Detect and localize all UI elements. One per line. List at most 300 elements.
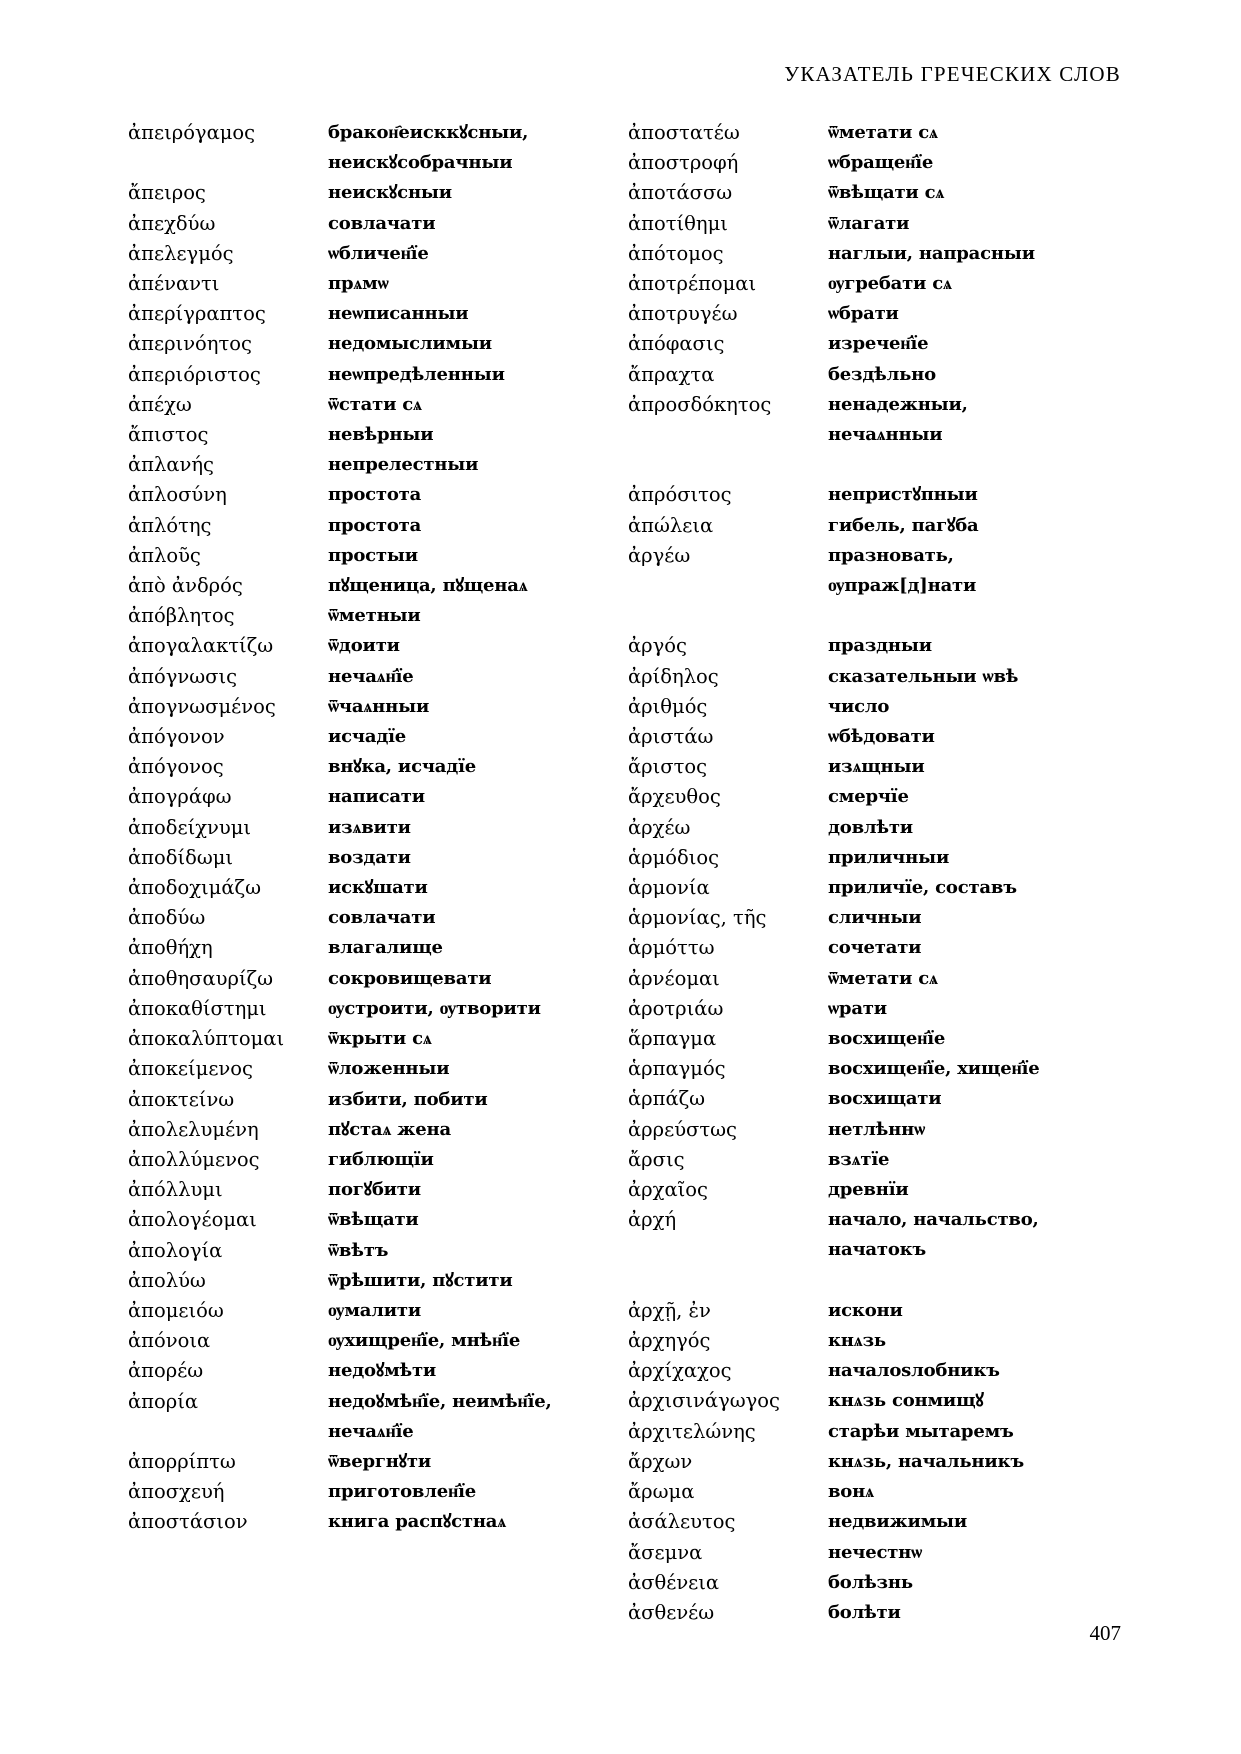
entry-headword: ἀποκαθίστημι	[128, 996, 267, 1020]
entry-gloss-line: сличныи	[828, 907, 922, 929]
entry-headword: ἄπειρος	[128, 181, 206, 205]
index-entry	[128, 209, 628, 239]
index-entry	[128, 933, 628, 963]
index-entry	[128, 752, 628, 782]
entry-headword: ἀρχέω	[628, 815, 691, 839]
entry-headword: ἀπορία	[128, 1389, 199, 1413]
entry-gloss-line: нечестнѡ	[828, 1541, 923, 1563]
entry-gloss	[828, 1477, 1128, 1507]
entry-headword: ἀπόγονον	[128, 725, 225, 749]
entry-headword: ἁρπάζω	[628, 1087, 706, 1111]
entry-gloss	[828, 1447, 1128, 1477]
entry-gloss	[328, 450, 628, 480]
entry-gloss-line: сокровищевати	[328, 967, 492, 989]
entry-gloss-line: ѹстроити, ѹтворити	[328, 997, 541, 1019]
entry-gloss	[828, 933, 1128, 963]
index-entry	[628, 299, 1128, 329]
index-entry	[128, 873, 628, 903]
entry-headword: ἀπορρίπτω	[128, 1449, 236, 1473]
entry-headword: ἀργός	[628, 634, 687, 658]
entry-headword: ἀποστροφή	[628, 151, 739, 175]
index-entry	[628, 1417, 1128, 1447]
entry-gloss	[328, 1175, 628, 1205]
entry-gloss-line: ѹгребати сѧ	[828, 273, 952, 295]
entry-gloss	[828, 1386, 1128, 1416]
index-entry	[628, 843, 1128, 873]
index-entry	[628, 903, 1128, 933]
entry-gloss-line: ѡбрати	[828, 303, 899, 325]
entry-gloss	[828, 1054, 1128, 1084]
index-entry	[628, 1568, 1128, 1598]
index-entry	[628, 813, 1128, 843]
entry-gloss	[328, 360, 628, 390]
entry-headword: ἄρχευθος	[628, 785, 721, 809]
index-entry	[128, 269, 628, 299]
entry-gloss	[328, 541, 628, 571]
entry-gloss	[828, 1024, 1128, 1054]
index-entry	[128, 994, 628, 1024]
index-entry	[128, 1296, 628, 1326]
entry-gloss-line: простота	[328, 514, 422, 536]
entry-gloss-line: болѣти	[828, 1601, 901, 1623]
entry-headword: ἀσθενέω	[628, 1600, 715, 1624]
entry-headword: ἀπλοῦς	[128, 543, 201, 567]
entry-gloss-line: ѡбѣдовати	[828, 726, 935, 748]
entry-gloss	[828, 903, 1128, 933]
index-entry	[128, 692, 628, 722]
entry-headword: ἄρχων	[628, 1449, 693, 1473]
entry-gloss-line: ѹпраж[д]нати	[828, 575, 977, 597]
index-entry	[628, 1598, 1128, 1628]
index-entry	[628, 631, 1128, 661]
entry-headword: ἀποτρέπομαι	[628, 272, 757, 296]
entry-headword: ἀρχισινάγωγος	[628, 1389, 780, 1413]
index-entry	[128, 1326, 628, 1356]
index-entry	[128, 722, 628, 752]
entry-gloss-line: нетлѣннѡ	[828, 1118, 926, 1140]
entry-gloss-line: ѿлагати	[828, 212, 910, 234]
entry-headword: ἀπόφασις	[628, 332, 725, 356]
entry-gloss	[328, 209, 628, 239]
entry-gloss-line: недоꙋмѣти	[328, 1360, 437, 1382]
entry-headword: ἁρπαγμός	[628, 1057, 726, 1081]
index-entry	[628, 178, 1128, 208]
index-entry	[128, 1477, 628, 1507]
entry-headword: ἀποκείμενος	[128, 1057, 253, 1081]
index-entry	[128, 541, 628, 571]
entry-gloss-line: недвижимыи	[828, 1511, 968, 1533]
entry-headword: ἀπογνωσμένος	[128, 694, 276, 718]
entry-gloss	[828, 360, 1128, 390]
entry-gloss-line: простота	[328, 484, 422, 506]
entry-gloss	[328, 420, 628, 450]
entry-gloss	[328, 329, 628, 359]
index-entry	[128, 601, 628, 631]
entry-gloss	[828, 1145, 1128, 1175]
entry-gloss-line: сочетати	[828, 937, 922, 959]
entry-gloss-line: древнїи	[828, 1179, 909, 1201]
entry-headword: ἄσεμνα	[628, 1540, 703, 1564]
entry-gloss	[828, 209, 1128, 239]
entry-gloss	[328, 1205, 628, 1235]
entry-gloss-line: невѣрныи	[328, 424, 434, 446]
entry-headword: ἀρχηγός	[628, 1329, 711, 1353]
entry-gloss	[828, 813, 1128, 843]
index-entry	[628, 360, 1128, 390]
index-entry	[128, 813, 628, 843]
entry-headword: ἁρμονίας, τῆς	[628, 906, 767, 930]
entry-gloss-line: бездѣльно	[828, 363, 936, 385]
entry-gloss	[328, 933, 628, 963]
entry-gloss	[328, 1236, 628, 1266]
entry-gloss-line: простыи	[328, 544, 418, 566]
entry-gloss-line: наглыи, напрасныи	[828, 242, 1035, 264]
index-entry	[128, 1387, 628, 1447]
entry-headword: ἀπόνοια	[128, 1329, 211, 1353]
entry-headword: ἀπώλεια	[628, 513, 714, 537]
index-entry	[128, 1356, 628, 1386]
entry-gloss-line: начало, начальство,	[828, 1209, 1039, 1231]
entry-headword: ἀπογράφω	[128, 785, 232, 809]
index-entry	[628, 1507, 1128, 1537]
entry-gloss	[328, 601, 628, 631]
entry-gloss	[828, 148, 1128, 178]
entry-gloss	[328, 752, 628, 782]
index-entry	[628, 873, 1128, 903]
entry-gloss	[828, 1326, 1128, 1356]
entry-gloss	[328, 1296, 628, 1326]
entry-headword: ἀπόγονος	[128, 755, 224, 779]
index-entry	[628, 1115, 1128, 1145]
entry-headword: ἄρωμα	[628, 1480, 695, 1504]
entry-headword: ἀπορέω	[128, 1359, 204, 1383]
index-entry	[628, 1386, 1128, 1416]
entry-gloss-line: ѿметати сѧ	[828, 967, 938, 989]
entry-headword: ἀπεχδύω	[128, 211, 216, 235]
index-columns	[128, 118, 1128, 1628]
entry-headword: ἀριθμός	[628, 694, 708, 718]
entry-gloss	[828, 1538, 1128, 1568]
entry-gloss-line: старѣи мытаремъ	[828, 1420, 1014, 1442]
entry-gloss-line: неѡписанныи	[328, 303, 469, 325]
entry-headword: ἀπὸ ἀνδρός	[128, 574, 243, 598]
entry-gloss-line: книга распꙋстнаѧ	[328, 1511, 507, 1533]
entry-gloss	[328, 843, 628, 873]
column-spacer	[628, 1266, 1128, 1296]
entry-headword: ἀρχή	[628, 1208, 677, 1232]
index-entry	[128, 631, 628, 661]
entry-gloss-line: исчадїе	[328, 726, 407, 748]
entry-gloss-line: ѿметати сѧ	[828, 122, 938, 143]
index-entry	[128, 1175, 628, 1205]
index-entry	[628, 511, 1128, 541]
index-entry	[628, 1084, 1128, 1114]
entry-gloss	[328, 178, 628, 208]
index-entry	[128, 480, 628, 510]
entry-gloss-line: непрелестныи	[328, 454, 479, 476]
entry-gloss-line: вонѧ	[828, 1481, 874, 1503]
index-entry	[628, 118, 1128, 148]
entry-gloss	[828, 118, 1128, 148]
entry-gloss	[328, 571, 628, 601]
entry-gloss-line: избити, побити	[328, 1088, 488, 1110]
entry-headword: ἀπολογέομαι	[128, 1208, 257, 1232]
index-entry	[128, 1145, 628, 1175]
index-entry	[628, 1447, 1128, 1477]
index-entry	[128, 178, 628, 208]
entry-gloss	[828, 964, 1128, 994]
entry-gloss	[828, 1175, 1128, 1205]
entry-headword: ἀποτίθημι	[628, 211, 728, 235]
column-spacer	[628, 601, 1128, 631]
entry-gloss	[328, 903, 628, 933]
entry-headword: ἀποστάσιον	[128, 1510, 248, 1534]
entry-headword: ἁρμόττω	[628, 936, 715, 960]
entry-gloss-line: восхищен҄їе	[828, 1028, 946, 1050]
entry-gloss-line: нечаѧн҄їе	[328, 665, 414, 687]
entry-headword: ἀποκτείνω	[128, 1087, 235, 1111]
entry-gloss-line: ѿчаѧнныи	[328, 695, 430, 717]
entry-headword: ἄριστος	[628, 755, 708, 779]
entry-gloss-line: неѡпредѣленныи	[328, 363, 505, 385]
entry-gloss-line: ѿдоити	[328, 635, 400, 657]
index-entry	[628, 1024, 1128, 1054]
index-entry	[128, 118, 628, 178]
entry-gloss	[328, 994, 628, 1024]
entry-headword: ἀποδύω	[128, 906, 206, 930]
entry-gloss-line: ѿвѣтъ	[328, 1239, 389, 1261]
column-left	[128, 118, 628, 1628]
entry-gloss-line: приготовлен҄їе	[328, 1481, 477, 1503]
entry-gloss-line: празновать,	[828, 544, 954, 566]
entry-gloss	[828, 782, 1128, 812]
entry-gloss-line: начатокъ	[828, 1239, 927, 1261]
entry-gloss	[328, 1387, 628, 1447]
entry-gloss	[828, 1356, 1128, 1386]
entry-gloss	[328, 1054, 628, 1084]
entry-headword: ἀρνέομαι	[628, 966, 720, 990]
entry-headword: ἀπερινόητος	[128, 332, 252, 356]
entry-gloss-line: пꙋщеница, пꙋщенаѧ	[328, 575, 528, 597]
entry-gloss	[828, 178, 1128, 208]
entry-headword: ἀρίδηλος	[628, 664, 719, 688]
entry-headword: ἀπολελυμένη	[128, 1117, 259, 1141]
entry-gloss	[828, 1598, 1128, 1628]
entry-headword: ἅρπαγμα	[628, 1027, 717, 1051]
entry-gloss-line: нечаѧнныи	[828, 424, 943, 446]
entry-headword: ἀρρεύστως	[628, 1117, 737, 1141]
entry-headword: ἀπόλλυμι	[128, 1178, 223, 1202]
entry-gloss	[828, 390, 1128, 450]
index-entry	[628, 994, 1128, 1024]
index-entry	[128, 571, 628, 601]
entry-headword: ἀποκαλύπτομαι	[128, 1027, 285, 1051]
index-entry	[128, 450, 628, 480]
entry-gloss	[328, 1115, 628, 1145]
entry-gloss-line: воздати	[328, 846, 411, 868]
entry-gloss-line: ненадежныи,	[828, 393, 968, 415]
entry-gloss-line: ѿрѣшити, пꙋстити	[328, 1269, 513, 1291]
entry-gloss	[328, 1356, 628, 1386]
entry-gloss	[328, 480, 628, 510]
entry-headword: ἄπραχτα	[628, 362, 715, 386]
entry-gloss-line: болѣзнь	[828, 1571, 913, 1593]
entry-gloss-line: праздныи	[828, 635, 932, 657]
entry-gloss	[828, 722, 1128, 752]
entry-gloss-line: изѧвити	[328, 816, 411, 838]
index-entry	[628, 964, 1128, 994]
index-entry	[628, 662, 1128, 692]
entry-headword: ἀποδίδωμι	[128, 845, 234, 869]
entry-gloss-line: взѧтїе	[828, 1148, 890, 1170]
entry-gloss	[328, 964, 628, 994]
entry-headword: ἀρχῇ, ἐν	[628, 1298, 711, 1322]
entry-headword: ἀπλανής	[128, 453, 214, 477]
entry-gloss-line: ѿкрыти сѧ	[328, 1028, 432, 1050]
entry-gloss	[828, 1205, 1128, 1265]
index-entry	[628, 239, 1128, 269]
entry-gloss	[328, 1085, 628, 1115]
entry-gloss-line: искони	[828, 1299, 903, 1321]
entry-headword: ἀποσχευή	[128, 1480, 225, 1504]
index-entry	[628, 209, 1128, 239]
entry-gloss	[328, 692, 628, 722]
entry-headword: ἀπλοσύνη	[128, 483, 227, 507]
entry-gloss-line: довлѣти	[828, 816, 913, 838]
entry-gloss-line: приличныи	[828, 846, 950, 868]
entry-headword: ἀργέω	[628, 543, 691, 567]
entry-gloss-line: ѿвергнꙋти	[328, 1450, 432, 1472]
entry-gloss-line: внꙋка, исчадїе	[328, 756, 476, 778]
entry-gloss	[828, 329, 1128, 359]
entry-gloss-line: неискꙋсобрачныи	[328, 152, 513, 174]
entry-gloss	[328, 1024, 628, 1054]
index-entry	[128, 360, 628, 390]
entry-gloss-line: кнѧзь, начальникъ	[828, 1450, 1024, 1472]
entry-headword: ἀροτριάω	[628, 996, 724, 1020]
entry-headword: ἀριστάω	[628, 725, 714, 749]
entry-gloss	[828, 752, 1128, 782]
entry-headword: ἄρσις	[628, 1147, 685, 1171]
entry-gloss	[828, 994, 1128, 1024]
entry-headword: ἀπροσδόκητος	[628, 392, 772, 416]
entry-headword: ἀπερίγραπτος	[128, 302, 266, 326]
entry-headword: ἀπέχω	[128, 392, 192, 416]
entry-gloss-line: изѧщныи	[828, 756, 925, 778]
entry-gloss-line: кнѧзь сонмищꙋ	[828, 1390, 984, 1412]
index-entry	[128, 1447, 628, 1477]
index-entry	[628, 1205, 1128, 1265]
entry-headword: ἀποτρυγέω	[628, 302, 738, 326]
entry-gloss-line: пꙋстаѧ жена	[328, 1118, 451, 1140]
index-entry	[128, 420, 628, 450]
entry-gloss-line: приличїе, составъ	[828, 877, 1017, 899]
entry-gloss-line: нечаѧн҄їе	[328, 1420, 414, 1442]
column-spacer	[628, 450, 1128, 480]
entry-gloss	[328, 813, 628, 843]
entry-gloss-line: смерчїе	[828, 786, 909, 808]
index-entry	[128, 782, 628, 812]
entry-gloss-line: ѿвѣщати	[328, 1209, 419, 1231]
entry-gloss-line: ѿметныи	[328, 605, 421, 627]
entry-headword: ἀποτάσσω	[628, 181, 733, 205]
entry-gloss-line: непристꙋпныи	[828, 484, 978, 506]
entry-gloss-line: неискꙋсныи	[328, 182, 452, 204]
entry-gloss-line: ѿложенныи	[328, 1058, 450, 1080]
index-entry	[628, 1538, 1128, 1568]
entry-headword: ἀπρόσιτος	[628, 483, 732, 507]
entry-gloss-line: искꙋшати	[328, 877, 428, 899]
entry-headword: ἀπομειόω	[128, 1298, 224, 1322]
entry-headword: ἀπότομος	[628, 241, 724, 265]
entry-gloss	[328, 1266, 628, 1296]
index-entry	[628, 782, 1128, 812]
index-entry	[628, 1175, 1128, 1205]
index-entry	[628, 1296, 1128, 1326]
entry-headword: ἁρμονία	[628, 876, 710, 900]
entry-headword: ἀποδοχιμάζω	[128, 876, 261, 900]
entry-gloss	[828, 631, 1128, 661]
entry-headword: ἀρχαῖος	[628, 1178, 708, 1202]
index-entry	[128, 329, 628, 359]
running-head: УКАЗАТЕЛЬ ГРЕЧЕСКИХ СЛОВ	[784, 62, 1121, 86]
index-entry	[628, 1477, 1128, 1507]
index-entry	[628, 1145, 1128, 1175]
entry-gloss-line: написати	[328, 786, 425, 808]
entry-headword: ἀπογαλακτίζω	[128, 634, 274, 658]
entry-gloss	[828, 662, 1128, 692]
index-entry	[128, 1085, 628, 1115]
index-entry	[128, 511, 628, 541]
entry-gloss-line: ѡбличен҄їе	[328, 242, 429, 264]
entry-gloss	[828, 299, 1128, 329]
entry-gloss	[828, 1296, 1128, 1326]
index-entry	[128, 1236, 628, 1266]
entry-gloss	[328, 873, 628, 903]
index-entry	[628, 1054, 1128, 1084]
entry-gloss	[828, 239, 1128, 269]
index-entry	[128, 903, 628, 933]
entry-headword: ἀπεριόριστος	[128, 362, 261, 386]
entry-headword: ἀποστατέω	[628, 121, 740, 144]
index-entry	[128, 1054, 628, 1084]
entry-headword: ἀπελεγμός	[128, 241, 234, 265]
entry-headword: ἀρχιτελώνης	[628, 1419, 756, 1443]
entry-gloss	[328, 239, 628, 269]
entry-headword: ἀπλότης	[128, 513, 212, 537]
entry-gloss	[328, 1477, 628, 1507]
index-entry	[128, 1507, 628, 1537]
entry-gloss-line: совлачати	[328, 212, 436, 234]
entry-headword: ἀποδείχνυμι	[128, 815, 252, 839]
index-entry	[628, 1326, 1128, 1356]
index-entry	[628, 692, 1128, 722]
entry-gloss-line: погꙋбити	[328, 1179, 421, 1201]
entry-headword: ἀποθήχη	[128, 936, 213, 960]
entry-gloss	[328, 299, 628, 329]
entry-gloss	[828, 843, 1128, 873]
entry-gloss	[828, 1507, 1128, 1537]
entry-gloss	[828, 541, 1128, 601]
entry-gloss	[828, 1115, 1128, 1145]
entry-headword: ἀσθένεια	[628, 1570, 720, 1594]
page-number: 407	[1089, 1621, 1121, 1645]
entry-gloss-line: гибель, пагꙋба	[828, 514, 979, 536]
index-entry	[628, 390, 1128, 450]
entry-gloss	[828, 480, 1128, 510]
index-entry	[128, 1266, 628, 1296]
entry-gloss	[828, 873, 1128, 903]
